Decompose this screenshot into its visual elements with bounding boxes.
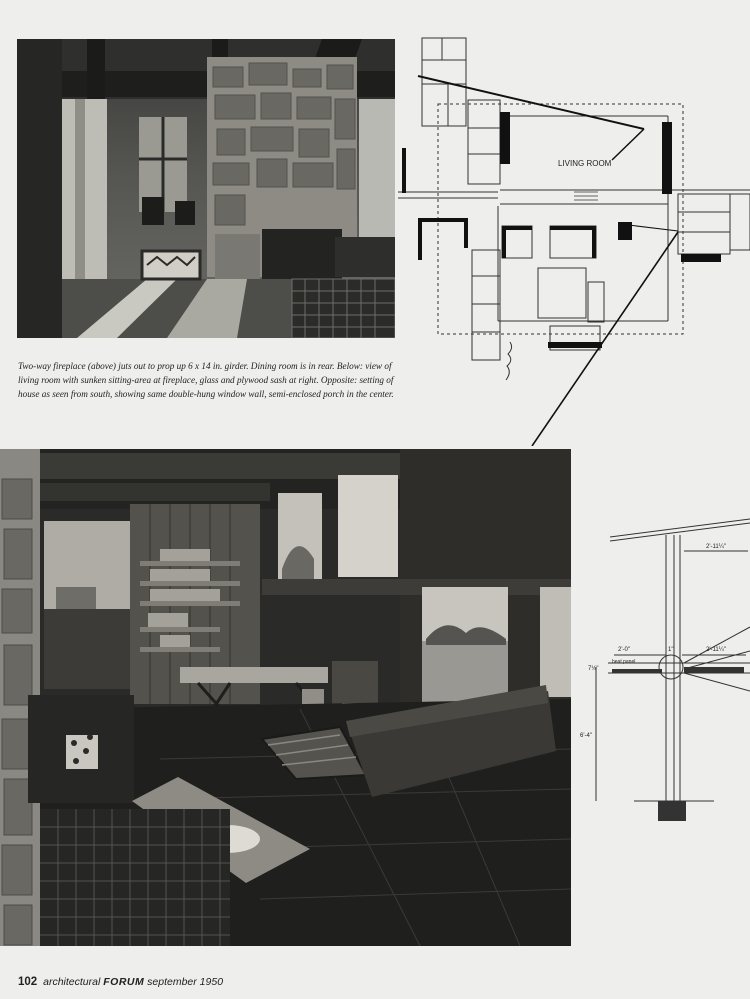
page-number: 102 [18,976,38,988]
dim-top: 2'-11¼" [706,544,726,550]
page-footer [18,976,223,988]
magazine-name-2: FORUM [103,976,145,988]
dim-mid: 1" [668,647,674,653]
magazine-name-1: architectural [43,976,101,988]
living-room-label: LIVING ROOM [558,159,612,168]
dim-right: 2'-11¼" [706,647,726,653]
dim-height: 6'-4" [580,733,592,739]
dim-left: 2'-0" [618,647,630,653]
dim-small: 7⅛" [588,666,599,672]
living-room-photo-drawing [0,449,571,946]
issue-date: september 1950 [147,976,224,988]
wall-section-detail [574,455,750,835]
fireplace-photo-drawing [17,39,395,338]
wall-section-drawing [574,455,750,835]
photo-caption: Two-way fireplace (above) juts out to prop up 6 x 14 in. girder. Dining room is in rear. Below: view of living room with sunken sitting-area at fireplace, glass and plywood sash at right. Opposite: setting of house as seen from south, showing same double-hung window wall, semi-enclosed porch in the center. [18,361,394,400]
floor-plan-drawing [398,36,750,446]
fireplace-photo [17,39,395,338]
heat-panel-label: heat panel [612,659,636,665]
floor-plan [398,36,750,446]
living-room-photo [0,449,571,946]
